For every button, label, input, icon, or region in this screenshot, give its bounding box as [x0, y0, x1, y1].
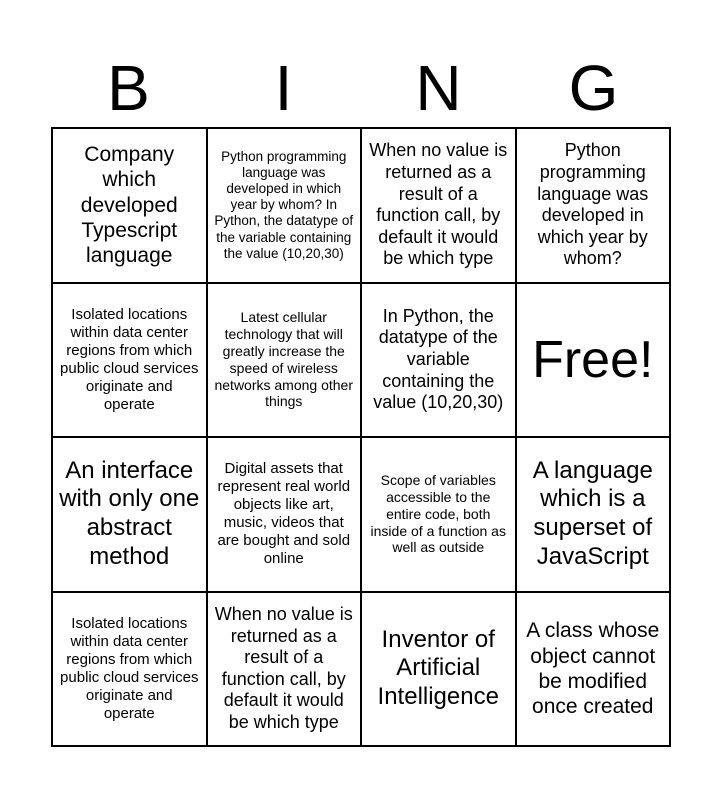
bingo-cell-text: Isolated locations within data center regions from which public cloud services originate and operate: [60, 305, 199, 413]
bingo-cell[interactable]: [208, 438, 363, 593]
header-letter-n: N: [415, 52, 462, 124]
bingo-card-grid: [51, 127, 671, 747]
header-letter-b: B: [107, 52, 150, 124]
bingo-cell-text: Python programming language was developed in which year by whom? In Python, the datatype of the variable containing the value (10,20,30): [214, 148, 354, 261]
bingo-cell-text: Company which developed Typescript language: [80, 143, 178, 268]
bingo-cell-text: Python programming language was developed in which year by whom?: [537, 140, 649, 269]
bingo-cell-text: A class whose object cannot be modified once created: [526, 619, 660, 718]
bingo-cell[interactable]: [362, 284, 517, 439]
bingo-cell-text: Isolated locations within data center regions from which public cloud services originate and operate: [60, 614, 199, 722]
bingo-cell[interactable]: [517, 593, 672, 748]
bingo-cell-text: When no value is returned as a result of a function call, by default it would be which type: [369, 140, 508, 269]
free-space-cell[interactable]: [517, 284, 672, 439]
free-space-text: Free!: [532, 330, 654, 389]
bingo-cell-text: Inventor of Artificial Intelligence: [377, 625, 499, 711]
bingo-cell[interactable]: [517, 438, 672, 593]
bingo-header: [51, 48, 671, 128]
bingo-cell[interactable]: [362, 593, 517, 748]
header-letter-i: I: [274, 52, 293, 124]
bingo-cell-text: A language which is a superset of JavaScript: [532, 456, 653, 571]
bingo-cell[interactable]: [53, 284, 208, 439]
bingo-cell[interactable]: [53, 129, 208, 284]
bingo-cell[interactable]: [208, 593, 363, 748]
bingo-cell-text: Scope of variables accessible to the entire code, both inside of a function as well as outside: [370, 472, 506, 556]
bingo-cell-text: When no value is returned as a result of a function call, by default it would be which type: [214, 603, 353, 732]
bingo-cell-text: An interface with only one abstract method: [59, 456, 200, 571]
bingo-cell[interactable]: [362, 129, 517, 284]
bingo-cell-text: Latest cellular technology that will greatly increase the speed of wireless networks among other things: [214, 309, 354, 410]
bingo-cell[interactable]: [208, 284, 363, 439]
bingo-cell[interactable]: [53, 593, 208, 748]
bingo-cell[interactable]: [208, 129, 363, 284]
bingo-cell-text: In Python, the datatype of the variable containing the value (10,20,30): [373, 305, 504, 413]
bingo-cell[interactable]: [53, 438, 208, 593]
bingo-cell-text: Digital assets that represent real world objects like art, music, videos that are bought and sold online: [217, 460, 351, 568]
header-letter-g: G: [568, 52, 619, 124]
bingo-cell[interactable]: [362, 438, 517, 593]
bingo-cell[interactable]: [517, 129, 672, 284]
